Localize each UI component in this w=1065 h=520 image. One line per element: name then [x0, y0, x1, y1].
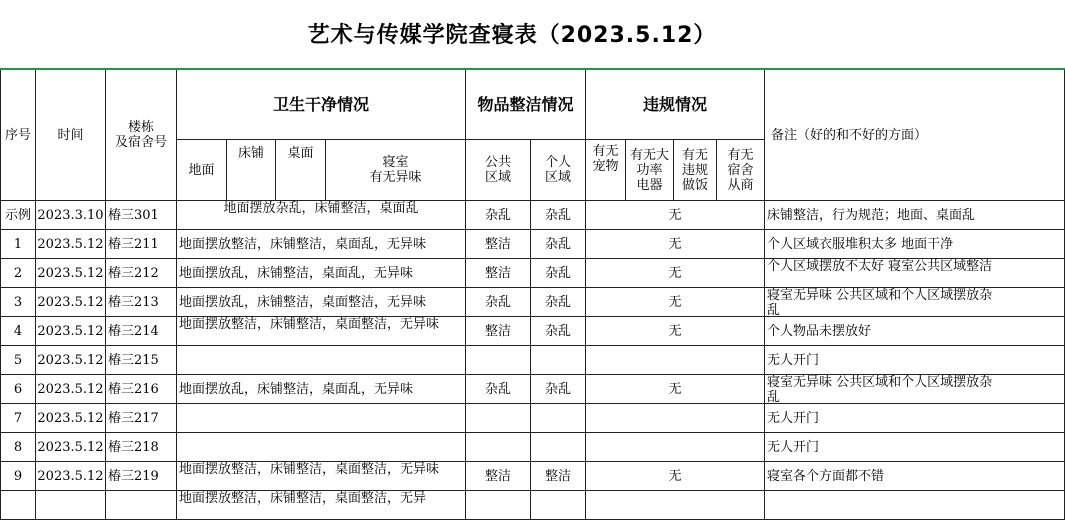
cell-violation: 无	[586, 259, 765, 288]
cell-personal: 杂乱	[531, 201, 586, 230]
cell-remark	[765, 491, 1065, 520]
header-high-power: 有无大 功率 电器	[626, 140, 674, 201]
cell-public: 整洁	[466, 317, 531, 346]
cell-public	[466, 346, 531, 375]
cell-violation	[586, 346, 765, 375]
table-row	[1, 433, 1065, 462]
cell-remark: 床铺整洁，行为规范；地面、桌面乱	[765, 201, 1065, 230]
page-title: 艺术与传媒学院查寝表（2023.5.12）	[307, 23, 717, 48]
cell-hygiene	[177, 462, 466, 491]
cell-personal: 杂乱	[531, 259, 586, 288]
cell-violation	[586, 404, 765, 433]
header-personal-area: 个人 区域	[531, 140, 586, 201]
cell-personal	[531, 491, 586, 520]
header-remarks: 备注（好的和不好的方面）	[765, 69, 1065, 201]
cell-room: 椿三301	[106, 201, 177, 230]
cell-public: 杂乱	[466, 375, 531, 404]
cell-personal: 杂乱	[531, 375, 586, 404]
header-desk: 桌面	[276, 140, 326, 201]
cell-public: 整洁	[466, 462, 531, 491]
cell-remark: 寝室各个方面都不错	[765, 462, 1065, 491]
cell-public: 整洁	[466, 259, 531, 288]
cell-remark-text: 寝室无异味 公共区域和个人区域摆放杂乱	[767, 375, 993, 405]
header-smell: 寝室 有无异味	[326, 140, 466, 201]
cell-room: 椿三215	[106, 346, 177, 375]
cell-room: 椿三211	[106, 230, 177, 259]
cell-time: 2023.5.12	[36, 433, 106, 462]
cell-seq: 6	[1, 375, 36, 404]
cell-violation	[586, 491, 765, 520]
cell-remark-text: 个人区域摆放不太好 寝室公共区域整洁	[767, 259, 993, 274]
cell-room: 椿三218	[106, 433, 177, 462]
cell-time: 2023.5.12	[36, 375, 106, 404]
cell-public	[466, 491, 531, 520]
header-cooking: 有无 违规 做饭	[674, 140, 717, 201]
table-row	[1, 346, 1065, 375]
cell-remark: 无人开门	[765, 346, 1065, 375]
cell-public	[466, 404, 531, 433]
cell-remark	[765, 259, 1065, 288]
cell-hygiene-text: 地面摆放整洁，床铺整洁，桌面整洁，无异味	[179, 317, 440, 332]
inspection-table	[0, 68, 1065, 520]
cell-hygiene: 地面摆放整洁，床铺整洁，桌面乱，无异味	[177, 230, 466, 259]
cell-hygiene-text: 地面摆放整洁，床铺整洁，桌面整洁，无异味	[179, 462, 440, 477]
cell-seq	[1, 491, 36, 520]
cell-time	[36, 491, 106, 520]
cell-remark: 无人开门	[765, 433, 1065, 462]
cell-public: 杂乱	[466, 288, 531, 317]
header-bed: 床铺	[227, 140, 276, 201]
header-public-area: 公共 区域	[466, 140, 531, 201]
cell-time: 2023.5.12	[36, 346, 106, 375]
table-row	[1, 230, 1065, 259]
cell-remark: 个人区域衣服堆积太多 地面干净	[765, 230, 1065, 259]
table-row	[1, 491, 1065, 520]
cell-seq: 示例	[1, 201, 36, 230]
header-time: 时间	[36, 69, 106, 201]
cell-room	[106, 491, 177, 520]
cell-hygiene: 地面摆放乱，床铺整洁，桌面乱，无异味	[177, 259, 466, 288]
cell-personal	[531, 433, 586, 462]
cell-hygiene	[177, 433, 466, 462]
table-row	[1, 201, 1065, 230]
cell-remark: 个人物品未摆放好	[765, 317, 1065, 346]
cell-personal: 杂乱	[531, 317, 586, 346]
table-row	[1, 317, 1065, 346]
cell-violation	[586, 433, 765, 462]
cell-room: 椿三214	[106, 317, 177, 346]
cell-time: 2023.3.10	[36, 201, 106, 230]
inspection-table-area	[0, 68, 1024, 506]
cell-hygiene	[177, 404, 466, 433]
cell-violation: 无	[586, 375, 765, 404]
cell-public	[466, 433, 531, 462]
header-violations: 违规情况	[586, 69, 765, 140]
cell-public: 杂乱	[466, 201, 531, 230]
cell-seq: 8	[1, 433, 36, 462]
cell-seq: 2	[1, 259, 36, 288]
table-row	[1, 462, 1065, 491]
cell-time: 2023.5.12	[36, 462, 106, 491]
cell-remark	[765, 288, 1065, 317]
cell-seq: 4	[1, 317, 36, 346]
cell-violation: 无	[586, 288, 765, 317]
header-pets: 有无 宠物	[586, 140, 626, 201]
cell-personal: 杂乱	[531, 288, 586, 317]
header-business: 有无 宿舍 从商	[717, 140, 765, 201]
cell-hygiene: 地面摆放杂乱，床铺整洁，桌面乱	[177, 201, 466, 230]
cell-room: 椿三216	[106, 375, 177, 404]
table-row	[1, 288, 1065, 317]
cell-violation: 无	[586, 462, 765, 491]
cell-seq: 3	[1, 288, 36, 317]
cell-room: 椿三217	[106, 404, 177, 433]
cell-hygiene: 地面摆放乱，床铺整洁，桌面整洁，无异味	[177, 288, 466, 317]
cell-room: 椿三219	[106, 462, 177, 491]
header-building: 楼栋 及宿舍号	[106, 69, 177, 201]
cell-personal: 整洁	[531, 462, 586, 491]
cell-room: 椿三212	[106, 259, 177, 288]
cell-personal	[531, 346, 586, 375]
cell-time: 2023.5.12	[36, 288, 106, 317]
header-hygiene: 卫生干净情况	[177, 69, 466, 140]
cell-room: 椿三213	[106, 288, 177, 317]
cell-hygiene: 地面摆放整洁，床铺整洁，桌面整洁，无异	[177, 491, 466, 520]
cell-seq: 5	[1, 346, 36, 375]
cell-personal	[531, 404, 586, 433]
table-row	[1, 404, 1065, 433]
cell-personal: 杂乱	[531, 230, 586, 259]
cell-time: 2023.5.12	[36, 404, 106, 433]
cell-seq: 1	[1, 230, 36, 259]
cell-seq: 7	[1, 404, 36, 433]
table-row	[1, 259, 1065, 288]
cell-remark	[765, 375, 1065, 404]
cell-remark: 无人开门	[765, 404, 1065, 433]
cell-time: 2023.5.12	[36, 259, 106, 288]
header-seq: 序号	[1, 69, 36, 201]
header-items: 物品整洁情况	[466, 69, 586, 140]
header-floor: 地面	[177, 140, 227, 201]
cell-violation: 无	[586, 317, 765, 346]
cell-time: 2023.5.12	[36, 317, 106, 346]
cell-hygiene: 地面摆放乱，床铺整洁，桌面乱，无异味	[177, 375, 466, 404]
cell-public: 整洁	[466, 230, 531, 259]
cell-hygiene	[177, 317, 466, 346]
cell-violation: 无	[586, 230, 765, 259]
cell-seq: 9	[1, 462, 36, 491]
cell-remark-text: 寝室无异味 公共区域和个人区域摆放杂乱	[767, 288, 993, 318]
table-row	[1, 375, 1065, 404]
cell-violation: 无	[586, 201, 765, 230]
cell-time: 2023.5.12	[36, 230, 106, 259]
cell-hygiene	[177, 346, 466, 375]
